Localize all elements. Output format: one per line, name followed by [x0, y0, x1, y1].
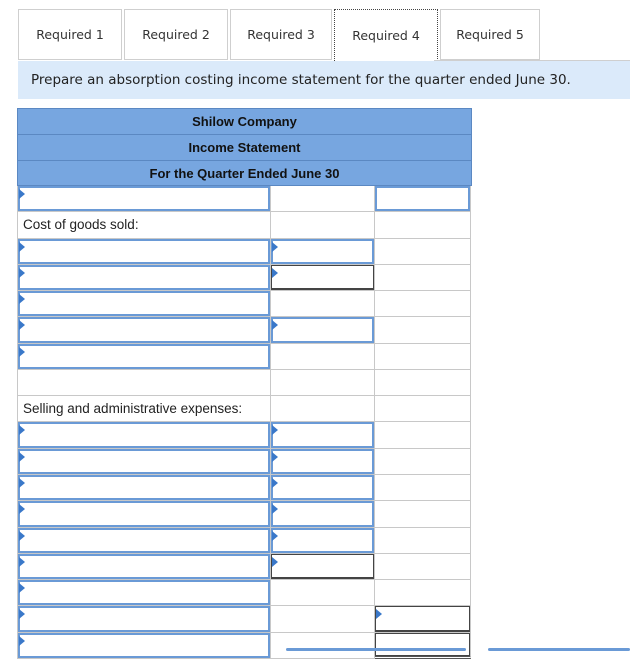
- line-item-select[interactable]: [18, 554, 270, 579]
- line-item-select[interactable]: [18, 528, 270, 553]
- line-item-select[interactable]: [18, 186, 270, 211]
- amount-input[interactable]: [271, 554, 374, 579]
- amount-input[interactable]: [271, 422, 374, 447]
- dropdown-marker-icon: [19, 242, 25, 252]
- dropdown-marker-icon: [272, 531, 278, 541]
- empty-cell: [375, 501, 471, 527]
- amount-cell: [271, 265, 375, 291]
- tab-required-2[interactable]: [124, 9, 228, 60]
- empty-cell: [375, 396, 471, 422]
- dropdown-marker-icon: [376, 609, 382, 619]
- tab-label: Required 3: [247, 27, 315, 42]
- line-item-select[interactable]: [18, 422, 270, 447]
- statement-period: For the Quarter Ended June 30: [17, 160, 472, 186]
- label-cell: [17, 501, 271, 527]
- dropdown-marker-icon: [19, 531, 25, 541]
- label-cell: [17, 633, 271, 659]
- label-cell: [17, 344, 271, 370]
- amount-input[interactable]: [271, 475, 374, 500]
- dropdown-marker-icon: [272, 242, 278, 252]
- empty-cell: [271, 212, 375, 238]
- amount-cell: [375, 186, 471, 212]
- empty-cell: [375, 212, 471, 238]
- amount-input[interactable]: [271, 317, 374, 342]
- table-row: [17, 633, 472, 659]
- line-item-select[interactable]: [18, 291, 270, 316]
- amount-input[interactable]: [271, 528, 374, 553]
- empty-cell: [17, 370, 271, 396]
- amount-cell: [271, 554, 375, 580]
- label-cell: [17, 422, 271, 448]
- label-cell: [17, 265, 271, 291]
- income-statement-table: [17, 108, 472, 659]
- amount-cell: [271, 501, 375, 527]
- table-row: [17, 291, 472, 317]
- empty-cell: [271, 396, 375, 422]
- empty-cell: [375, 580, 471, 606]
- table-row: [17, 239, 472, 265]
- amount-input[interactable]: [375, 186, 470, 211]
- table-row: [17, 606, 472, 632]
- table-row: [17, 580, 472, 606]
- empty-cell: [271, 186, 375, 212]
- line-item-select[interactable]: [18, 633, 270, 658]
- label-cell: [17, 291, 271, 317]
- line-item-select[interactable]: [18, 317, 270, 342]
- line-item-select[interactable]: [18, 580, 270, 605]
- line-item-select[interactable]: [18, 449, 270, 474]
- dropdown-marker-icon: [19, 320, 25, 330]
- line-item-select[interactable]: [18, 475, 270, 500]
- amount-cell: [271, 475, 375, 501]
- instruction-banner: [18, 61, 630, 99]
- table-row: [17, 528, 472, 554]
- table-row: [17, 554, 472, 580]
- dropdown-marker-icon: [19, 478, 25, 488]
- total-cell: [375, 633, 471, 659]
- dropdown-marker-icon: [272, 425, 278, 435]
- line-item-select[interactable]: [18, 501, 270, 526]
- dropdown-marker-icon: [19, 347, 25, 357]
- statement-title: Income Statement: [17, 134, 472, 160]
- company-name: Shilow Company: [17, 108, 472, 134]
- tab-bar: [18, 9, 542, 61]
- empty-cell: [271, 370, 375, 396]
- sga-label: Selling and administrative expenses:: [17, 396, 271, 422]
- dropdown-marker-icon: [272, 452, 278, 462]
- empty-cell: [271, 606, 375, 632]
- label-cell: [17, 475, 271, 501]
- empty-cell: [271, 291, 375, 317]
- empty-cell: [375, 528, 471, 554]
- amount-cell: [375, 606, 471, 632]
- cogs-label: Cost of goods sold:: [17, 212, 271, 238]
- table-row: [17, 265, 472, 291]
- dropdown-marker-icon: [272, 320, 278, 330]
- dropdown-marker-icon: [19, 189, 25, 199]
- line-item-select[interactable]: [18, 606, 270, 631]
- table-row: [17, 422, 472, 448]
- instruction-text: Prepare an absorption costing income statement for the quarter ended June 30.: [31, 72, 571, 88]
- dropdown-marker-icon: [19, 609, 25, 619]
- table-row: [17, 501, 472, 527]
- empty-cell: [375, 265, 471, 291]
- dropdown-marker-icon: [272, 504, 278, 514]
- line-item-select[interactable]: [18, 265, 270, 290]
- amount-cell: [271, 422, 375, 448]
- amount-input[interactable]: [271, 239, 374, 264]
- dropdown-marker-icon: [19, 583, 25, 593]
- empty-cell: [375, 370, 471, 396]
- label-cell: [17, 239, 271, 265]
- tab-label: Required 1: [36, 27, 104, 42]
- dropdown-marker-icon: [19, 425, 25, 435]
- tab-required-4[interactable]: [334, 9, 438, 61]
- empty-cell: [375, 475, 471, 501]
- dropdown-marker-icon: [19, 504, 25, 514]
- table-row: [17, 370, 472, 396]
- label-cell: [17, 528, 271, 554]
- tab-label: Required 4: [352, 28, 420, 43]
- empty-cell: [375, 344, 471, 370]
- empty-cell: [375, 291, 471, 317]
- amount-cell: [271, 317, 375, 343]
- table-row: [17, 475, 472, 501]
- table-row: [17, 344, 472, 370]
- empty-cell: [271, 344, 375, 370]
- tab-required-1[interactable]: [18, 9, 122, 60]
- dropdown-marker-icon: [19, 557, 25, 567]
- label-cell: [17, 317, 271, 343]
- table-row: [17, 396, 472, 422]
- empty-cell: [375, 449, 471, 475]
- total-input[interactable]: [375, 633, 470, 656]
- line-item-select[interactable]: [18, 239, 270, 264]
- tab-required-5[interactable]: [440, 9, 540, 60]
- table-row: [17, 317, 472, 343]
- line-item-select[interactable]: [18, 344, 270, 369]
- dropdown-marker-icon: [19, 636, 25, 646]
- table-row: [17, 212, 472, 238]
- amount-input[interactable]: [271, 449, 374, 474]
- amount-cell: [271, 239, 375, 265]
- amount-cell: [271, 528, 375, 554]
- dropdown-marker-icon: [272, 557, 278, 567]
- empty-cell: [375, 422, 471, 448]
- empty-cell: [375, 239, 471, 265]
- amount-input[interactable]: [271, 265, 374, 290]
- amount-input[interactable]: [375, 606, 470, 631]
- tab-label: Required 2: [142, 27, 210, 42]
- label-cell: [17, 554, 271, 580]
- empty-cell: [375, 317, 471, 343]
- label-cell: [17, 606, 271, 632]
- table-row: [17, 186, 472, 212]
- tab-required-3[interactable]: [230, 9, 332, 60]
- dropdown-marker-icon: [272, 268, 278, 278]
- dropdown-marker-icon: [19, 268, 25, 278]
- empty-cell: [375, 554, 471, 580]
- empty-cell: [271, 633, 375, 659]
- amount-cell: [271, 449, 375, 475]
- label-cell: [17, 580, 271, 606]
- label-cell: [17, 186, 271, 212]
- empty-cell: [271, 580, 375, 606]
- dropdown-marker-icon: [272, 478, 278, 488]
- table-row: [17, 449, 472, 475]
- dropdown-marker-icon: [19, 452, 25, 462]
- amount-input[interactable]: [271, 501, 374, 526]
- dropdown-marker-icon: [19, 294, 25, 304]
- tab-label: Required 5: [456, 27, 524, 42]
- label-cell: [17, 449, 271, 475]
